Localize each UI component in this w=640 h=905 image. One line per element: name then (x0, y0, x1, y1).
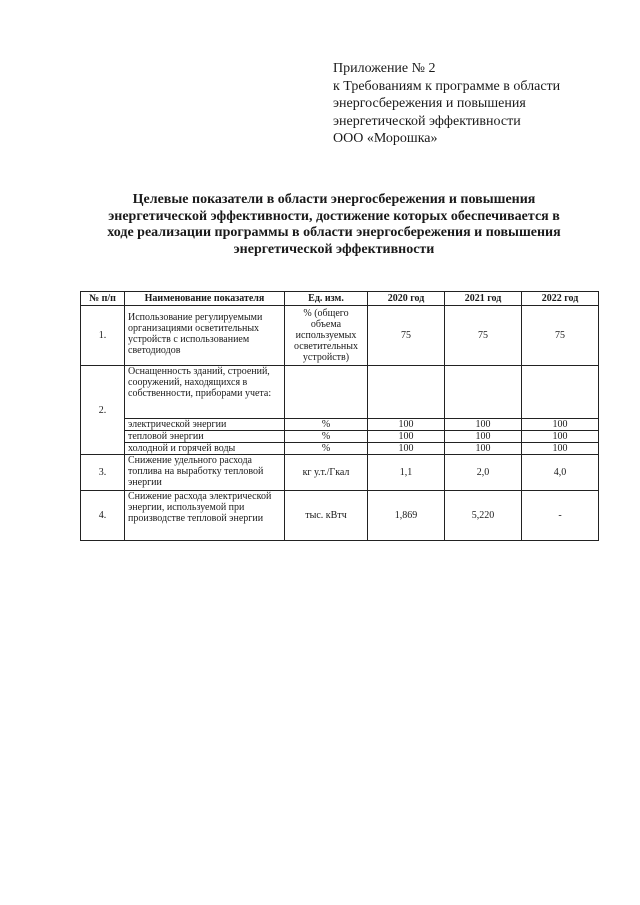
row-unit-empty (285, 366, 368, 419)
title-line: Целевые показатели в области энергосбережения и повышения (132, 192, 536, 207)
annex-line: энергетической эффективности (333, 113, 521, 129)
subrow-name: тепловой энергии (125, 431, 285, 443)
subrow-unit: % (285, 431, 368, 443)
subrow-2020: 100 (368, 443, 445, 455)
header-2020: 2020 год (368, 292, 445, 306)
subrow-2021: 100 (445, 443, 522, 455)
subrow-2022: 100 (522, 419, 599, 431)
row-2022: 75 (522, 306, 599, 366)
title-line: ходе реализации программы в области энергосбережения и повышения (107, 225, 561, 240)
subrow-unit: % (285, 419, 368, 431)
table-subrow (81, 443, 599, 455)
subrow-2022: 100 (522, 431, 599, 443)
table-header-row (81, 292, 599, 306)
title-line: энергетической эффективности (233, 241, 435, 257)
subrow-name: холодной и горячей воды (125, 443, 285, 455)
annex-line: энергосбережения и повышения (333, 96, 526, 111)
subrow-2021: 100 (445, 431, 522, 443)
header-num: № п/п (81, 292, 125, 306)
row-name: Снижение расхода электрической энергии, используемой при производстве тепловой энергии (125, 491, 285, 541)
header-unit: Ед. изм. (285, 292, 368, 306)
row-name: Снижение удельного расхода топлива на выработку тепловой энергии (125, 455, 285, 491)
title-line: энергетической эффективности, достижение которых обеспечивается в (108, 208, 560, 224)
annex-line: к Требованиям к программе в области (333, 78, 561, 94)
annex-line: Приложение № 2 (333, 61, 436, 76)
annex-header (333, 60, 623, 148)
header-2021: 2021 год (445, 292, 522, 306)
row-2020: 1,1 (368, 455, 445, 491)
row-name: Использование регулируемыми организациями осветительных устройств с использованием светодиодов (125, 306, 285, 366)
row-unit: % (общего объема используемых осветительных устройств) (285, 306, 368, 366)
row-2022: - (522, 491, 599, 541)
table-subrow (81, 419, 599, 431)
row-num: 3. (81, 455, 125, 491)
document-title (78, 192, 590, 258)
header-2022: 2022 год (522, 292, 599, 306)
row-num: 4. (81, 491, 125, 541)
row-2021-empty (445, 366, 522, 419)
row-2020: 75 (368, 306, 445, 366)
table-row (81, 306, 599, 366)
row-num: 2. (81, 366, 125, 455)
table-row (81, 366, 599, 419)
row-2020-empty (368, 366, 445, 419)
subrow-2022: 100 (522, 443, 599, 455)
table-row (81, 491, 599, 541)
subrow-name: электрической энергии (125, 419, 285, 431)
row-2021: 2,0 (445, 455, 522, 491)
subrow-unit: % (285, 443, 368, 455)
table-row (81, 455, 599, 491)
row-unit: кг у.т./Гкал (285, 455, 368, 491)
row-name: Оснащенность зданий, строений, сооружений, находящихся в собственности, приборами учета: (125, 366, 285, 419)
row-2022: 4,0 (522, 455, 599, 491)
header-name: Наименование показателя (125, 292, 285, 306)
table-subrow (81, 431, 599, 443)
row-2022-empty (522, 366, 599, 419)
row-2021: 5,220 (445, 491, 522, 541)
subrow-2021: 100 (445, 419, 522, 431)
annex-line: ООО «Морошка» (333, 131, 438, 146)
row-num: 1. (81, 306, 125, 366)
subrow-2020: 100 (368, 431, 445, 443)
indicators-table (80, 291, 599, 541)
row-2020: 1,869 (368, 491, 445, 541)
row-unit: тыс. кВтч (285, 491, 368, 541)
row-2021: 75 (445, 306, 522, 366)
subrow-2020: 100 (368, 419, 445, 431)
